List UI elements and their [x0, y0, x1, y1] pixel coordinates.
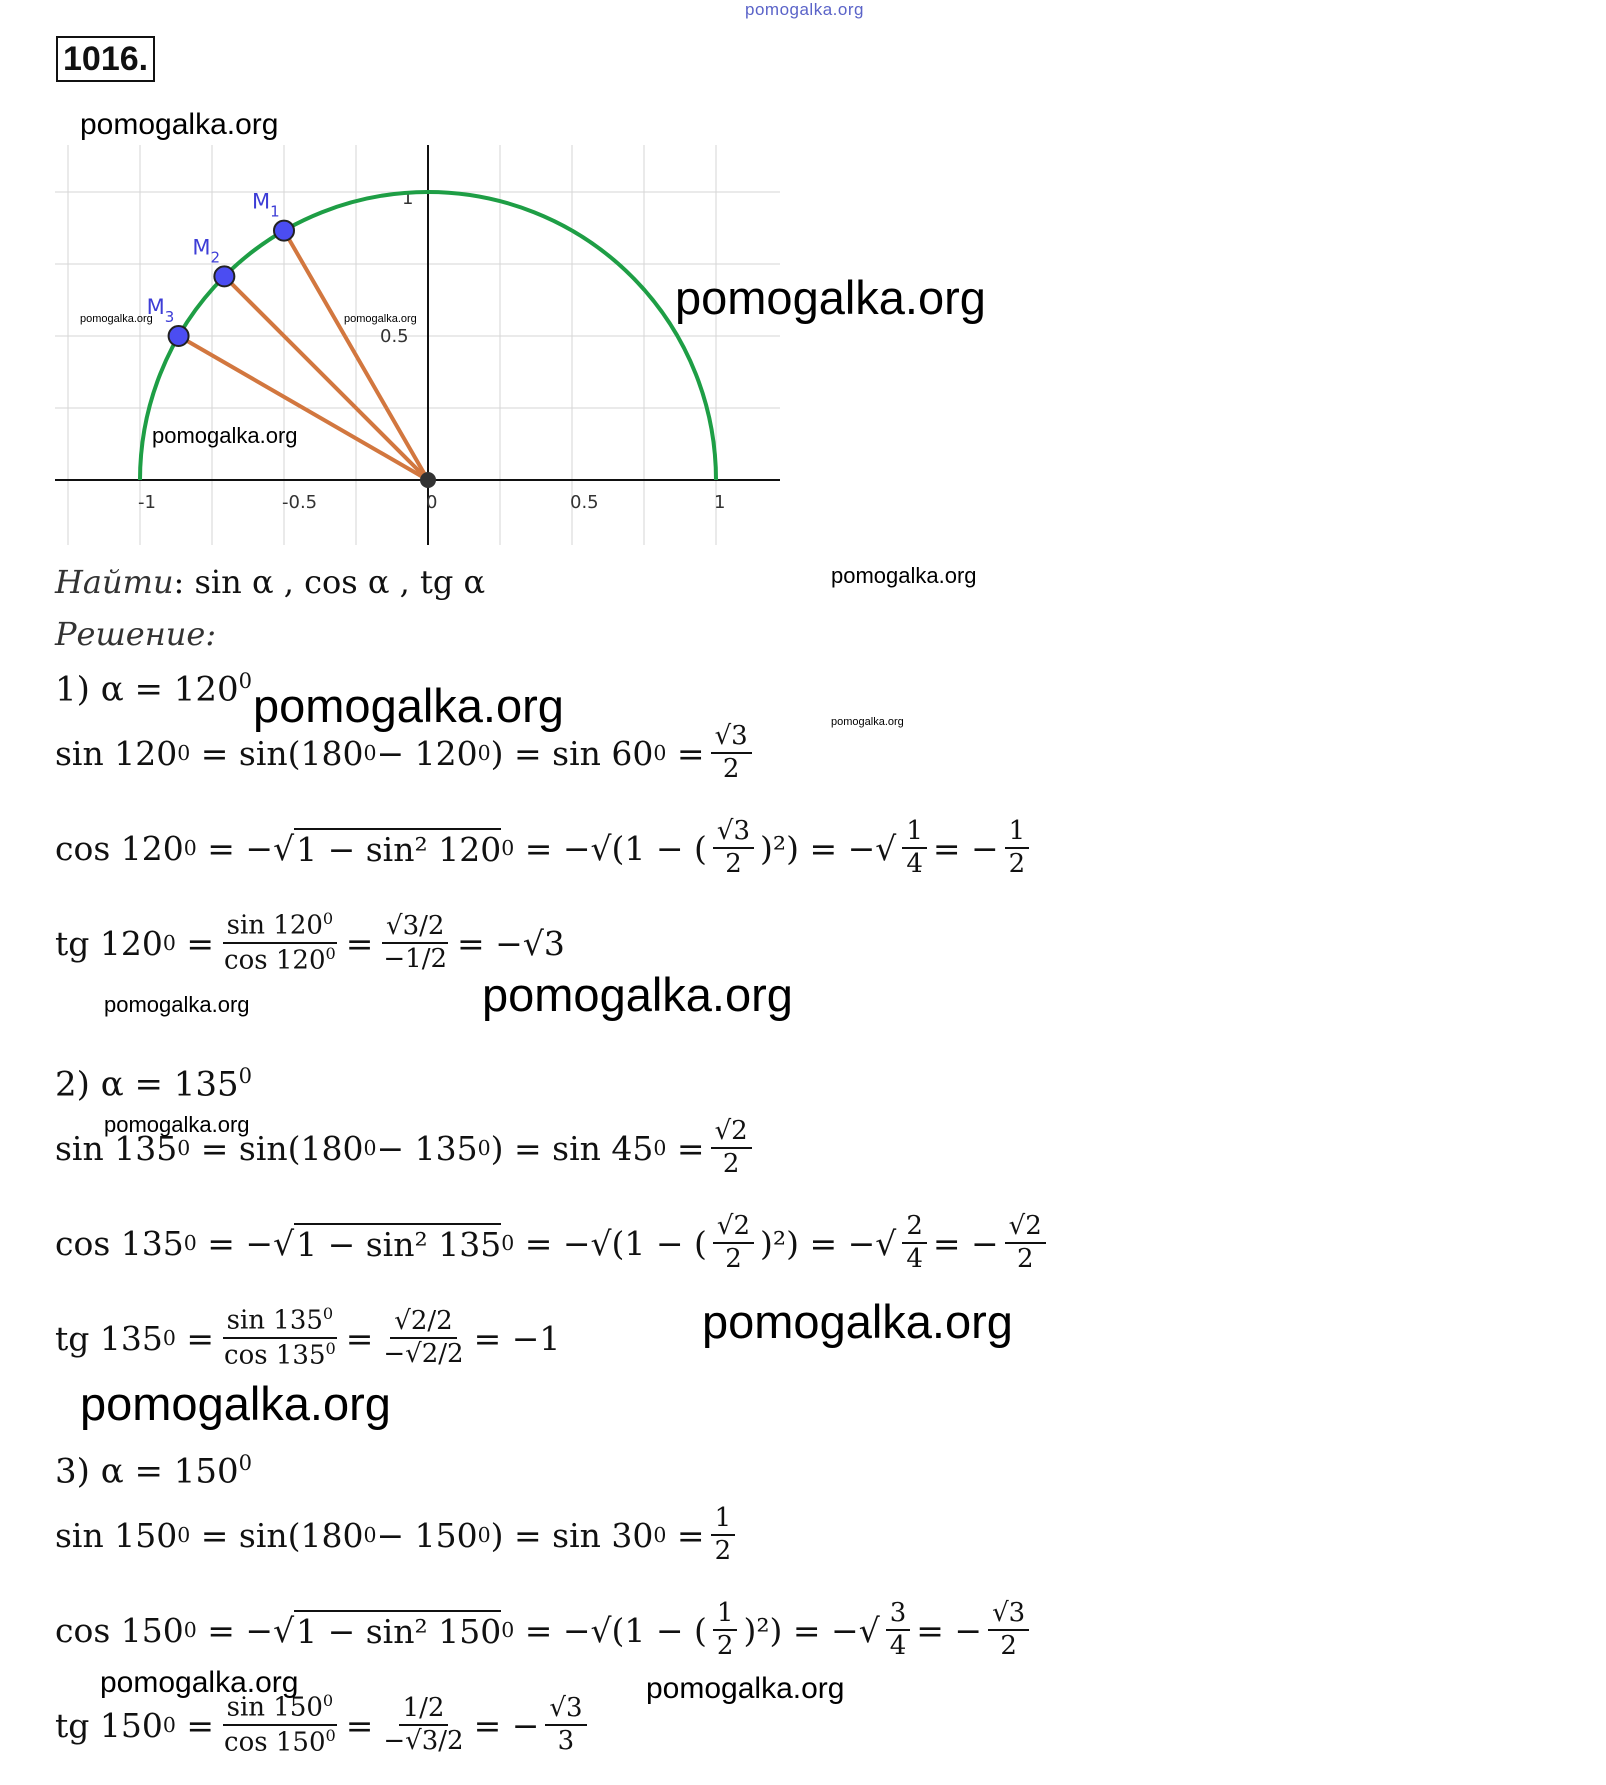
x-tick-label: -1: [138, 492, 156, 513]
fraction-numerator: √3: [988, 1598, 1029, 1631]
degree-superscript: 0: [477, 1523, 491, 1547]
point-m2: [214, 266, 234, 286]
case-title: 3) $\alpha = 150^0$: [55, 1450, 253, 1492]
fraction-numerator: √2: [1005, 1211, 1046, 1244]
fraction-numerator: 2: [902, 1211, 927, 1244]
point-label: $M_2$: [192, 235, 221, 267]
degree-superscript: 0: [477, 741, 491, 765]
x-tick-label: 0.5: [570, 492, 599, 513]
cos-inner-fraction: [713, 1211, 754, 1275]
tg-value-fraction: [379, 1306, 467, 1370]
watermark: pomogalka.org: [482, 968, 793, 1021]
degree-superscript: 0: [325, 1339, 336, 1358]
tg-value-fraction: [379, 1693, 467, 1757]
watermark: pomogalka.org: [104, 1112, 250, 1137]
fraction-denominator: 2: [716, 1631, 734, 1661]
watermark: pomogalka.org: [104, 992, 250, 1017]
degree-superscript: 0: [183, 1231, 197, 1255]
fraction-numerator: 1: [902, 816, 927, 849]
fraction-denominator: 2: [714, 1536, 732, 1566]
case-title: 1) $\alpha = 120^0$: [55, 668, 253, 710]
fraction-denominator: −√2/2: [383, 1339, 464, 1369]
fraction-denominator: 2: [1016, 1244, 1034, 1274]
point-m1: [274, 221, 294, 241]
cos-quotient-fraction: [902, 816, 927, 880]
x-tick-label: 1: [714, 492, 726, 513]
degree-superscript: 0: [325, 1726, 336, 1745]
sin-equation: sin 120 0 = sin(180 0 − 120 0 ) = sin 60 0 = $\frac{√3}{2}$: [55, 723, 758, 783]
tg-ratio-fraction: [220, 1304, 340, 1372]
degree-superscript: 0: [162, 931, 176, 955]
fraction-denominator: 2: [725, 849, 742, 879]
site-header-link[interactable]: pomogalka.org: [745, 0, 864, 19]
fraction-numerator: 1: [713, 1598, 738, 1631]
fraction-denominator: 2: [1000, 1631, 1017, 1661]
sin-result-fraction: [711, 1503, 736, 1567]
solution-label: Решение:: [55, 615, 217, 653]
degree-superscript: 0: [653, 1136, 667, 1160]
watermark: pomogalka.org: [344, 313, 417, 325]
unit-circle-graph: [55, 145, 785, 545]
tg-equation: tg 150 0 = $\frac{\sin 150^0}{\cos 150^0}$ = $\frac{1/2}{-√3/2}$ = − $\frac{√3}{3}$: [55, 1690, 593, 1760]
degree-superscript: 0: [322, 909, 334, 929]
watermark: pomogalka.org: [80, 1377, 391, 1430]
degree-superscript: 0: [653, 741, 667, 765]
problem-number: 1016.: [56, 36, 155, 82]
fraction-denominator: 3: [557, 1726, 575, 1756]
cos-result-fraction: [988, 1598, 1029, 1662]
fraction-numerator: √2: [713, 1211, 754, 1244]
degree-superscript: 0: [501, 1231, 515, 1255]
sin-equation: sin 135 0 = sin(180 0 − 135 0 ) = sin 45 0 = $\frac{√2}{2}$: [55, 1118, 758, 1178]
watermark: pomogalka.org: [646, 1672, 845, 1705]
degree-superscript: 0: [363, 1136, 377, 1160]
find-line: [55, 563, 485, 601]
fraction-numerator: 1: [711, 1503, 736, 1536]
cos-quotient-fraction: [886, 1598, 911, 1662]
cos-equation: cos 150 0 = −√ 1 − sin² 150 0 = −√(1 − ( $\frac{1}{2}$ )²) = −√ $\frac{3}{4}$ = − $\frac{√3}{2}$: [55, 1600, 1035, 1660]
sin-result-fraction: [711, 721, 752, 785]
degree-superscript: 0: [501, 1618, 515, 1642]
fraction-denominator: −1/2: [383, 944, 448, 974]
watermark: pomogalka.org: [80, 313, 153, 325]
y-tick-label: 0.5: [380, 326, 409, 347]
fraction-denominator: 2: [725, 1244, 742, 1274]
watermark: pomogalka.org: [80, 108, 279, 141]
cos-inner-fraction: [713, 1598, 738, 1662]
sin-equation: sin 150 0 = sin(180 0 − 150 0 ) = sin 30 0 = $\frac{1}{2}$: [55, 1505, 741, 1565]
watermark: pomogalka.org: [253, 679, 564, 732]
x-tick-label: -0.5: [282, 492, 318, 513]
fraction-denominator: $\cos 120^0$: [224, 944, 336, 976]
degree-superscript: 0: [162, 1326, 176, 1350]
degree-superscript: 0: [238, 1063, 253, 1088]
tg-ratio-fraction: [220, 909, 340, 977]
fraction-numerator: 3: [886, 1598, 911, 1631]
fraction-numerator: √2: [711, 1116, 752, 1149]
degree-superscript: 0: [325, 944, 336, 963]
degree-superscript: 0: [177, 1136, 191, 1160]
watermark: pomogalka.org: [831, 563, 977, 588]
degree-superscript: 0: [238, 668, 253, 693]
fraction-numerator: $\sin 150^0$: [223, 1691, 338, 1726]
fraction-denominator: 4: [906, 1244, 923, 1274]
watermark: pomogalka.org: [831, 716, 904, 728]
watermark: pomogalka.org: [702, 1295, 1013, 1348]
cos-inner-fraction: [713, 816, 754, 880]
x-tick-label: 0: [426, 492, 438, 513]
point-label: $M_1$: [252, 189, 280, 221]
fraction-numerator: √3: [713, 816, 754, 849]
cos-result-fraction: [1005, 1211, 1046, 1275]
watermark: pomogalka.org: [100, 1666, 299, 1699]
degree-superscript: 0: [183, 1618, 197, 1642]
fraction-numerator: √3: [545, 1693, 586, 1726]
fraction-denominator: 4: [906, 849, 923, 879]
cos-result-fraction: [1005, 816, 1030, 880]
degree-superscript: 0: [322, 1304, 334, 1324]
fraction-denominator: 4: [889, 1631, 907, 1661]
fraction-denominator: −√3/2: [383, 1726, 464, 1756]
cos-quotient-fraction: [902, 1211, 927, 1275]
find-expression: : sin α , cos α , tg α: [173, 563, 486, 601]
find-label: Найти: [55, 563, 174, 601]
fraction-numerator: √2/2: [390, 1306, 456, 1339]
degree-superscript: 0: [477, 1136, 491, 1160]
tg-ratio-fraction: [220, 1691, 340, 1759]
origin-point: [420, 472, 436, 488]
fraction-denominator: $\cos 135^0$: [224, 1339, 336, 1371]
degree-superscript: 0: [177, 741, 191, 765]
cos-equation: cos 120 0 = −√ 1 − sin² 120 0 = −√(1 − ( $\frac{√3}{2}$ )²) = −√ $\frac{1}{4}$ = − $\frac{1}{2}$: [55, 818, 1035, 878]
fraction-denominator: 2: [722, 1149, 740, 1179]
sin-result-fraction: [711, 1116, 752, 1180]
tg-result-fraction: [545, 1693, 586, 1757]
tg-value-fraction: [379, 911, 451, 975]
degree-superscript: 0: [501, 836, 515, 860]
degree-superscript: 0: [322, 1691, 334, 1711]
fraction-denominator: $\cos 150^0$: [224, 1726, 336, 1758]
degree-superscript: 0: [363, 741, 377, 765]
fraction-numerator: √3: [711, 721, 752, 754]
fraction-numerator: √3/2: [382, 911, 448, 944]
degree-superscript: 0: [363, 1523, 377, 1547]
tg-equation: tg 120 0 = $\frac{\sin 120^0}{\cos 120^0}$ = $\frac{√3/2}{-1/2}$ = −√3: [55, 909, 565, 976]
fraction-numerator: 1: [1005, 816, 1030, 849]
fraction-denominator: 2: [1008, 849, 1026, 879]
fraction-numerator: $\sin 120^0$: [223, 909, 338, 944]
y-tick-label: 1: [402, 188, 414, 209]
case-title: 2) $\alpha = 135^0$: [55, 1063, 253, 1105]
degree-superscript: 0: [653, 1523, 667, 1547]
degree-superscript: 0: [177, 1523, 191, 1547]
point-m3: [169, 326, 189, 346]
degree-superscript: 0: [162, 1713, 176, 1737]
tg-equation: tg 135 0 = $\frac{\sin 135^0}{\cos 135^0}$ = $\frac{√2/2}{-√2/2}$ = −1: [55, 1304, 561, 1371]
fraction-numerator: $\sin 135^0$: [223, 1304, 338, 1339]
degree-superscript: 0: [238, 1450, 253, 1475]
point-label: $M_3$: [146, 295, 175, 326]
fraction-denominator: 2: [722, 754, 740, 784]
cos-equation: cos 135 0 = −√ 1 − sin² 135 0 = −√(1 − ( $\frac{√2}{2}$ )²) = −√ $\frac{2}{4}$ = − $\frac{√2}{2}$: [55, 1213, 1052, 1273]
watermark: pomogalka.org: [152, 423, 298, 448]
degree-superscript: 0: [183, 836, 197, 860]
fraction-numerator: 1/2: [399, 1693, 449, 1726]
watermark: pomogalka.org: [675, 271, 986, 324]
